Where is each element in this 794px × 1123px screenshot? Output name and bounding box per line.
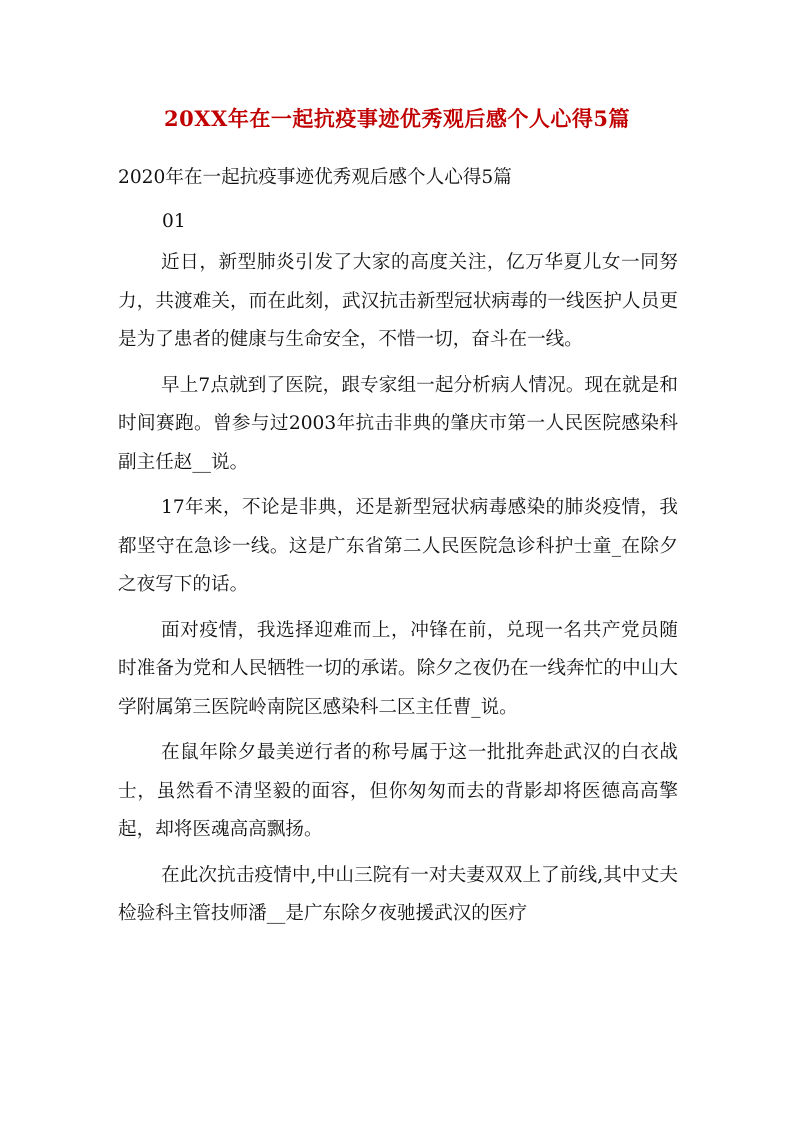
- paragraph-1: 近日，新型肺炎引发了大家的高度关注，亿万华夏儿女一同努力，共渡难关，而在此刻，武汉抗击新型冠状病毒的一线医护人员更是为了患者的健康与生命安全，不惜一切，奋斗在一线。: [118, 252, 678, 350]
- document-subtitle: 2020年在一起抗疫事迹优秀观后感个人心得5篇: [118, 167, 512, 188]
- paragraph-2: 早上7点就到了医院，跟专家组一起分析病人情况。现在就是和时间赛跑。曾参与过2003年抗击非典的肇庆市第一人民医院感染科副主任赵__说。: [118, 374, 678, 473]
- paragraph-6: 在此次抗击疫情中,中山三院有一对夫妻双双上了前线,其中丈夫检验科主管技师潘__是广东除夕夜驰援武汉的医疗: [118, 864, 678, 924]
- document-title: 20XX年在一起抗疫事迹优秀观后感个人心得5篇: [164, 106, 630, 131]
- paragraph-4: 面对疫情，我选择迎难而上，冲锋在前，兑现一名共产党员随时准备为党和人民牺牲一切的承诺。除夕之夜仍在一线奔忙的中山大学附属第三医院岭南院区感染科二区主任曹_说。: [118, 619, 678, 718]
- paragraph-3: 17年来，不论是非典，还是新型冠状病毒感染的肺炎疫情，我都坚守在急诊一线。这是广东省第二人民医院急诊科护士童_在除夕之夜写下的话。: [118, 497, 678, 595]
- paragraph-5: 在鼠年除夕最美逆行者的称号属于这一批批奔赴武汉的白衣战士，虽然看不清坚毅的面容，但你匆匆而去的背影却将医德高高擎起，却将医魂高高飘扬。: [118, 742, 678, 840]
- section-number: 01: [162, 211, 186, 232]
- article-body: [118, 244, 678, 941]
